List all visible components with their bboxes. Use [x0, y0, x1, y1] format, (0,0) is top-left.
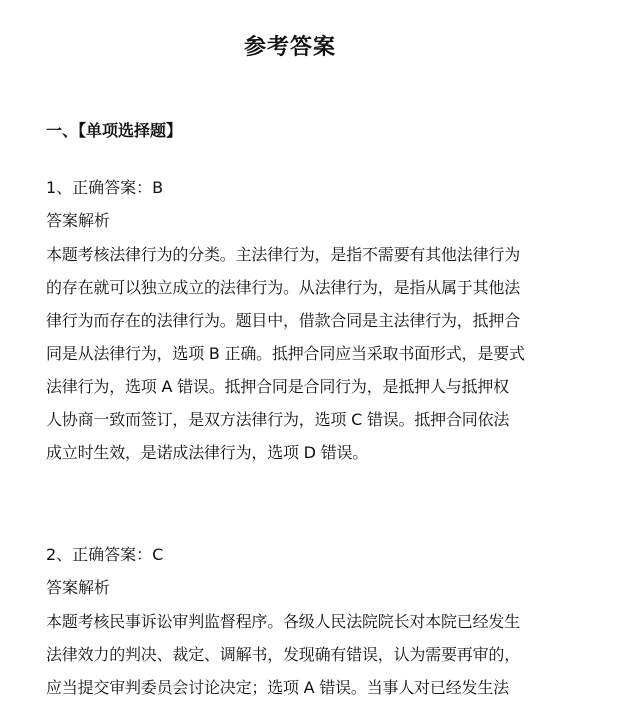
- question-2-analysis-line: 本题考核民事诉讼审判监督程序。各级人民法院院长对本院已经发生: [46, 612, 521, 631]
- question-1-analysis-line: 人协商一致而签订，是双方法律行为，选项 C 错误。抵押合同依法: [46, 410, 510, 429]
- question-2-analysis-line: 应当提交审判委员会讨论决定；选项 A 错误。当事人对已经发生法: [46, 678, 509, 697]
- question-1-analysis-line: 律行为而存在的法律行为。题目中，借款合同是主法律行为，抵押合: [46, 311, 521, 330]
- question-2-block: [46, 544, 606, 704]
- question-1-analysis-line: 的存在就可以独立成立的法律行为。从法律行为，是指从属于其他法: [46, 278, 521, 297]
- question-2-analysis-line: 法律效力的判决、裁定、调解书，发现确有错误，认为需要再审的，: [46, 645, 521, 664]
- question-1-answer: 1、正确答案：B: [46, 178, 164, 197]
- document-title: 参考答案: [243, 35, 336, 60]
- section-heading-single-choice: 一、【单项选择题】: [46, 121, 183, 140]
- question-1-analysis-label: 答案解析: [46, 211, 111, 230]
- question-1-analysis-line: 本题考核法律行为的分类。主法律行为，是指不需要有其他法律行为: [46, 245, 521, 264]
- question-1-analysis-line: 法律行为，选项 A 错误。抵押合同是合同行为，是抵押人与抵押权: [46, 377, 509, 396]
- question-2-answer: 2、正确答案：C: [46, 545, 164, 564]
- question-1-block: [46, 177, 606, 469]
- question-1-analysis-line: 同是从法律行为，选项 B 正确。抵押合同应当采取书面形式，是要式: [46, 344, 525, 363]
- question-1-analysis-line: 成立时生效，是诺成法律行为，选项 D 错误。: [46, 443, 369, 462]
- question-2-analysis-label: 答案解析: [46, 578, 111, 597]
